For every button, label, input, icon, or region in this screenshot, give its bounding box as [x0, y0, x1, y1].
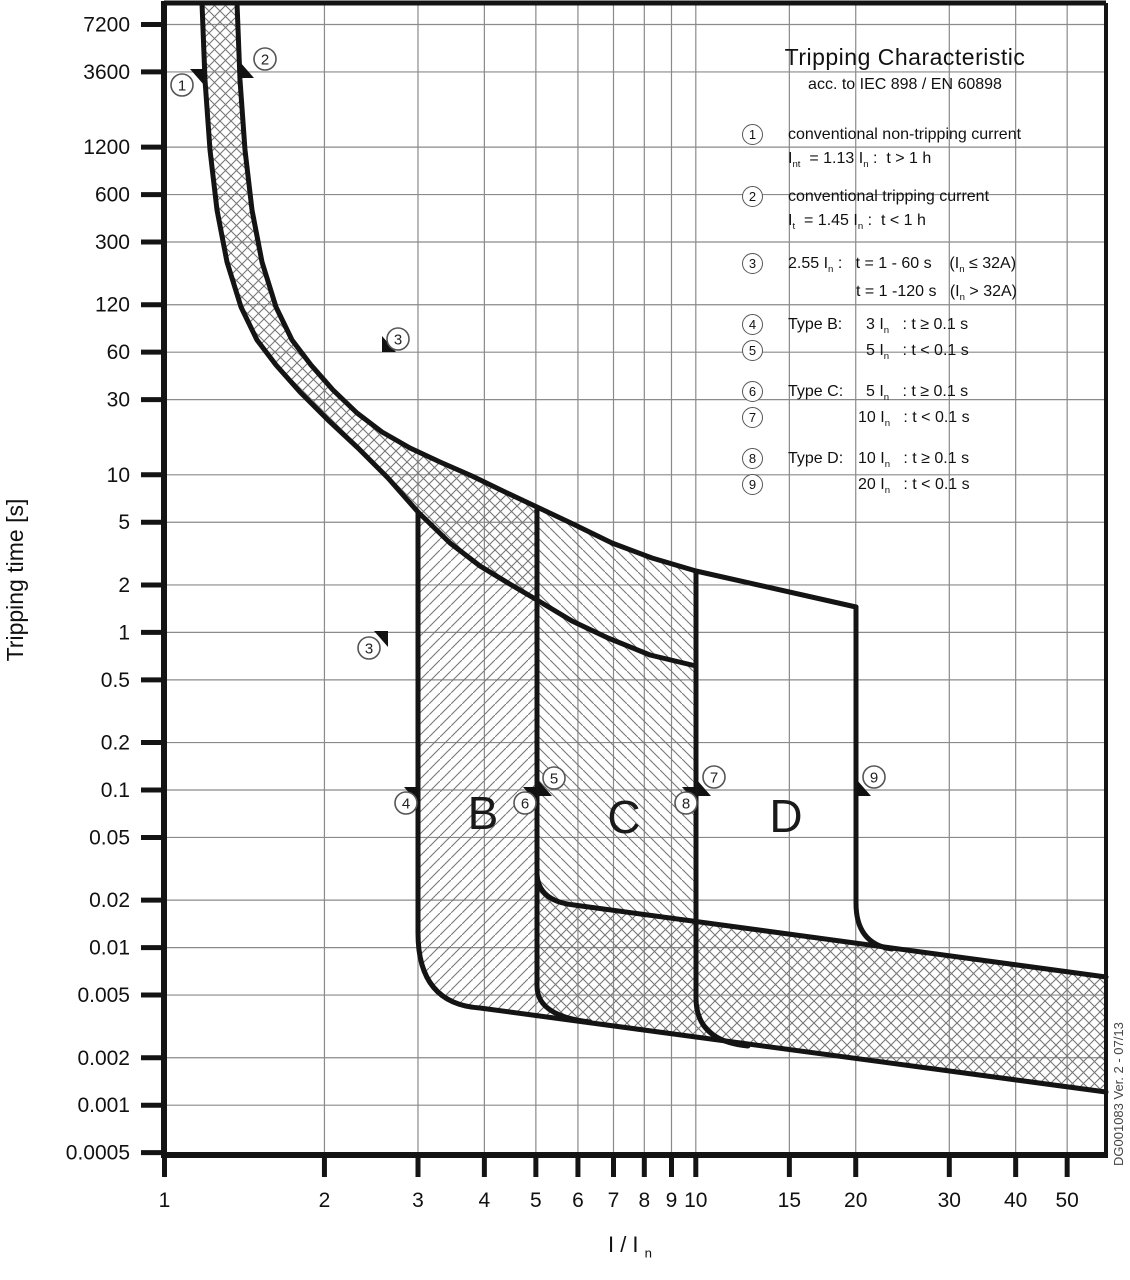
- tick-label-y-0.5: 0.5: [100, 668, 130, 692]
- legend-formula-3: t = 1 -120 s $(I_n > 32A)$: [856, 283, 1017, 304]
- tick-label-y-600: 600: [94, 183, 130, 207]
- legend-text-2: conventional tripping current: [788, 188, 990, 205]
- marker-number-5: 5: [549, 770, 559, 788]
- tick-label-x-2: 2: [318, 1189, 331, 1212]
- y-axis-title: Tripping time [s]: [2, 498, 28, 662]
- tick-label-x-40: 40: [1003, 1189, 1028, 1212]
- legend-marker-6: 6: [742, 381, 763, 402]
- marker-number-7: 7: [709, 769, 719, 787]
- tick-label-y-10: 10: [106, 463, 130, 487]
- tick-label-y-60: 60: [106, 341, 130, 365]
- legend-marker-7: 7: [742, 407, 763, 428]
- x-axis-title-main: I / I: [607, 1232, 639, 1257]
- thermal-band-region: [202, 3, 537, 600]
- tick-label-y-0.001: 0.001: [77, 1094, 130, 1118]
- tick-label-x-15: 15: [777, 1189, 802, 1212]
- legend-type-c-label: Type C:: [788, 383, 844, 400]
- marker-number-9: 9: [869, 769, 879, 787]
- legend-marker-1: 1: [742, 124, 763, 145]
- legend-type-d-value-2: 20 $I_n$ : t < 0.1 s: [858, 476, 970, 497]
- legend-formula-1: $I_{nt} = 1.13$ $I_n$ : t > 1 h: [788, 150, 932, 171]
- tick-label-x-50: 50: [1055, 1189, 1079, 1212]
- tick-label-y-0.02: 0.02: [89, 889, 130, 913]
- marker-number-3: 3: [364, 640, 374, 658]
- legend-type-d-value-1: 10 $I_n$ : t ≥ 0.1 s: [858, 450, 970, 471]
- legend-type-c-value-1: 5 $I_n$ : t ≥ 0.1 s: [866, 383, 969, 404]
- tick-label-y-0.005: 0.005: [77, 984, 130, 1008]
- tick-label-x-3: 3: [412, 1189, 424, 1212]
- legend-text-1: conventional non-tripping current: [788, 126, 1022, 143]
- legend-marker-4: 4: [742, 314, 763, 335]
- region-label-B: B: [467, 787, 499, 839]
- x-axis-title: [560, 1232, 700, 1260]
- legend-marker-9: 9: [742, 474, 763, 495]
- tick-label-y-0.01: 0.01: [89, 936, 130, 960]
- legend-formula-2: $I_t = 1.45$ $I_n$ : t < 1 h: [788, 212, 926, 233]
- tick-label-x-7: 7: [607, 1189, 620, 1212]
- tick-label-y-0.2: 0.2: [100, 731, 130, 755]
- tick-label-y-3600: 3600: [83, 60, 130, 84]
- region-label-C: C: [607, 791, 641, 843]
- chart-subtitle: acc. to IEC 898 / EN 60898: [808, 76, 1002, 93]
- tick-label-y-0.05: 0.05: [89, 826, 130, 850]
- tick-label-y-120: 120: [94, 293, 130, 317]
- chart-title: Tripping Characteristic: [784, 44, 1026, 70]
- legend-marker-5: 5: [742, 340, 763, 361]
- legend-marker-2: 2: [742, 186, 763, 207]
- tick-label-y-7200: 7200: [83, 13, 130, 37]
- marker-number-2: 2: [260, 51, 270, 69]
- legend-text-3: 2.55 $I_n$ : t = 1 - 60 s $(I_n \le 32A)$: [788, 255, 1017, 276]
- marker-number-6: 6: [520, 795, 530, 813]
- marker-number-8: 8: [681, 795, 691, 813]
- tick-label-y-30: 30: [106, 388, 130, 412]
- tick-label-y-0.1: 0.1: [100, 779, 130, 802]
- marker-number-3: 3: [393, 331, 403, 349]
- legend-marker-3: 3: [742, 253, 763, 274]
- document-reference: DG001083 Ver. 2 - 07/13: [1111, 1022, 1126, 1166]
- marker-flag-2: [240, 62, 254, 78]
- tick-label-y-1: 1: [118, 621, 130, 645]
- legend-type-c-value-2: 10 $I_n$ : t < 0.1 s: [858, 409, 970, 430]
- tick-label-x-20: 20: [844, 1189, 868, 1212]
- marker-number-1: 1: [177, 77, 187, 95]
- tick-label-y-5: 5: [118, 511, 130, 535]
- tick-label-x-1: 1: [158, 1189, 171, 1212]
- legend-type-b-label: Type B:: [788, 316, 843, 333]
- tick-label-y-0.0005: 0.0005: [65, 1141, 130, 1165]
- tick-label-x-9: 9: [665, 1189, 678, 1212]
- tick-label-x-6: 6: [572, 1189, 584, 1212]
- tick-label-y-300: 300: [94, 231, 130, 255]
- tick-label-x-4: 4: [478, 1189, 491, 1212]
- x-axis-title-sub: n: [644, 1245, 653, 1261]
- legend-type-b-value-1: 3 $I_n$ : t ≥ 0.1 s: [866, 316, 969, 337]
- legend-type-d-label: Type D:: [788, 450, 844, 467]
- tick-label-x-8: 8: [638, 1189, 651, 1212]
- tick-label-x-30: 30: [937, 1189, 961, 1212]
- legend-marker-8: 8: [742, 448, 763, 469]
- legend-type-b-value-2: 5 $I_n$ : t < 0.1 s: [866, 342, 969, 363]
- tick-label-x-5: 5: [530, 1189, 542, 1212]
- marker-number-4: 4: [401, 795, 411, 813]
- tick-label-y-1200: 1200: [83, 136, 130, 160]
- tick-label-y-2: 2: [118, 573, 130, 597]
- tick-label-y-0.002: 0.002: [77, 1046, 130, 1070]
- region-label-D: D: [769, 790, 803, 842]
- tick-label-x-10: 10: [684, 1189, 708, 1212]
